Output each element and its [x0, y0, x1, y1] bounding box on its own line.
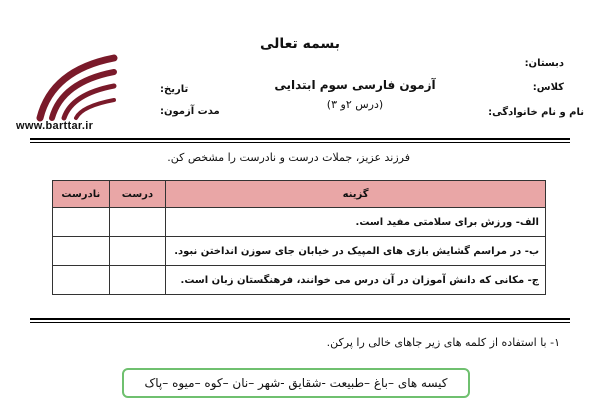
table-header-row — [53, 181, 546, 208]
true-answer-cell[interactable] — [109, 237, 166, 266]
exam-title: آزمون فارسی سوم ابتدایی — [274, 78, 436, 92]
header-option: گزینه — [166, 181, 546, 208]
name-label: نام و نام خانوادگی: — [488, 107, 584, 118]
true-false-table — [52, 180, 546, 295]
row-statement: ب- در مراسم گشایش بازی های المپیک در خیابان جای سوزن انداختن نبود. — [166, 237, 546, 266]
header-true: درست — [109, 181, 166, 208]
header-divider — [30, 138, 570, 140]
word-bank-text: کیسه های –باغ –طبیعت -شقایق -شهر –نان –کوه –میوه –پاک — [144, 376, 448, 390]
page-title: بسمه تعالی — [259, 36, 341, 52]
true-answer-cell[interactable] — [109, 208, 166, 237]
false-answer-cell[interactable] — [53, 266, 110, 295]
school-label: دبستان: — [524, 58, 564, 69]
barttar-logo-icon — [22, 50, 122, 122]
exam-subtitle: (درس ۲و ۳) — [326, 98, 384, 111]
word-bank-box — [122, 368, 470, 398]
logo-url: www.barttar.ir — [16, 120, 94, 132]
duration-label: مدت آزمون: — [160, 106, 220, 117]
row-statement: الف- ورزش برای سلامتی مفید است. — [166, 208, 546, 237]
date-label: تاریخ: — [160, 84, 189, 95]
table-row — [53, 208, 546, 237]
instruction-text: فرزند عزیز، جملات درست و نادرست را مشخص کن. — [167, 151, 410, 164]
table-row — [53, 237, 546, 266]
row-statement: ج- مکانی که دانش آموزان در آن درس می خوانند، فرهنگستان زبان است. — [166, 266, 546, 295]
header-false: نادرست — [53, 181, 110, 208]
false-answer-cell[interactable] — [53, 237, 110, 266]
section-divider — [30, 318, 570, 320]
section-divider-thin — [30, 322, 570, 323]
true-answer-cell[interactable] — [109, 266, 166, 295]
question-1: ۱- با استفاده از کلمه های زیر جاهای خالی را پرکن. — [326, 336, 560, 349]
table-row — [53, 266, 546, 295]
header-divider-thin — [30, 142, 570, 143]
false-answer-cell[interactable] — [53, 208, 110, 237]
class-label: کلاس: — [532, 82, 564, 93]
